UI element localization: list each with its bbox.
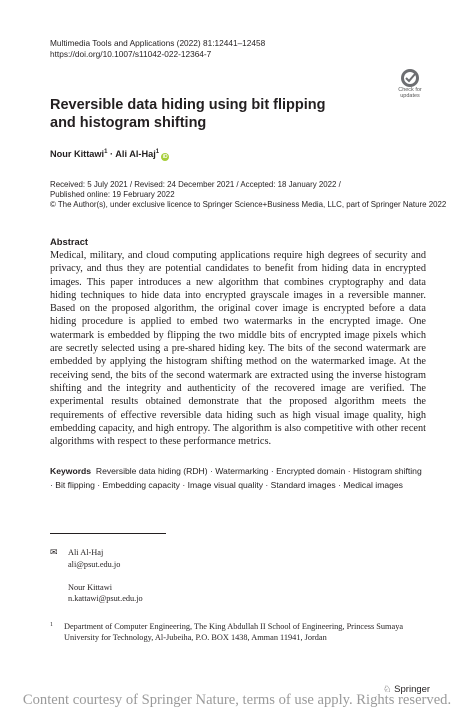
author-name[interactable]: Nour Kittawi bbox=[50, 149, 105, 160]
abstract-text: Medical, military, and cloud computing applications require high degrees of security and privacy, and thus they are potential candidates to benefit from hiding data in encrypted images. This paper introduces a new algorithm that combines cryptography and data hiding techniques to hide data into encrypted grayscale images in a reversible manner. Based on the proposed algorithm, the original cover image is encrypted before a data hiding procedure is applied to embed two watermarks in the encrypted image. One watermark is embedded by flipping the two middle bits of encrypted image pixels which are secretly selected using a pre-shared hiding key. The bits of the second watermark are embedded by applying the histogram shifting method on the watermarked image. At the receiving send, the bits of the second watermark are extracted using the inverse histogram shifting and the integrity and authenticity of the recovered image are verified. The experimental results obtained demonstrate that the proposed algorithm meets the requirements of effective reversible data hiding such as high visual image quality, high embedding capacity, and high entropy. The algorithm is also competitive with other recent algorithms with respect to these performance metrics. bbox=[50, 250, 426, 448]
keywords-block bbox=[50, 464, 426, 492]
publication-history bbox=[50, 180, 446, 209]
envelope-icon: ✉ bbox=[50, 547, 58, 557]
springer-horse-icon: ♘ bbox=[383, 684, 392, 695]
contact-email[interactable]: ali@psut.edu.jo bbox=[68, 559, 121, 569]
dates-line: Received: 5 July 2021 / Revised: 24 December 2021 / Accepted: 18 January 2022 / bbox=[50, 180, 341, 189]
abstract-heading: Abstract bbox=[50, 236, 89, 247]
contact-name: Nour Kittawi bbox=[68, 582, 113, 592]
affiliation-number: 1 bbox=[50, 622, 53, 628]
affiliation-marker: 1 bbox=[104, 149, 108, 155]
affiliation-footnote bbox=[50, 622, 426, 643]
check-for-updates-label[interactable]: Check for updates bbox=[398, 87, 422, 99]
author-name[interactable]: Ali Al-Haj bbox=[115, 149, 156, 160]
dates-line: Published online: 19 February 2022 bbox=[50, 189, 175, 199]
journal-citation: Multimedia Tools and Applications (2022) 81:12441–12458 bbox=[50, 38, 266, 48]
affiliation-text: Department of Computer Engineering, The King Abdullah II School of Engineering, Princess Sumaya University for Technology, Al-Jubeiha, P.O. BOX 1438, Amman 11941, Jordan bbox=[64, 622, 404, 642]
corresponding-author-block bbox=[50, 547, 143, 605]
author-separator: · bbox=[107, 149, 116, 160]
courtesy-footer: Content courtesy of Springer Nature, terms of use apply. Rights reserved. bbox=[22, 692, 452, 708]
keywords-list: Reversible data hiding (RDH) · Watermarking · Encrypted domain · Histogram shifting · Bit flipping · Embedding capacity · Image visual quality · Standard images · Medical images bbox=[50, 466, 422, 490]
publisher-name: Springer bbox=[394, 684, 431, 695]
keywords-heading: Keywords bbox=[50, 466, 92, 476]
author-list bbox=[50, 149, 169, 161]
doi-link[interactable]: https://doi.org/10.1007/s11042-022-12364-7 bbox=[50, 48, 212, 59]
paper-title: Reversible data hiding using bit flipping and histogram shifting bbox=[50, 97, 326, 131]
footnote-divider bbox=[50, 533, 166, 534]
affiliation-marker: 1 bbox=[155, 149, 160, 155]
copyright-notice: © The Author(s), under exclusive licence to Springer Science+Business Media, LLC, part of Springer Nature 2022 bbox=[50, 199, 447, 209]
contact-email[interactable]: n.kattawi@psut.edu.jo bbox=[68, 594, 143, 604]
contact-name: Ali Al-Haj bbox=[68, 548, 104, 557]
orcid-icon[interactable]: iD bbox=[162, 154, 168, 161]
journal-header bbox=[50, 38, 265, 59]
